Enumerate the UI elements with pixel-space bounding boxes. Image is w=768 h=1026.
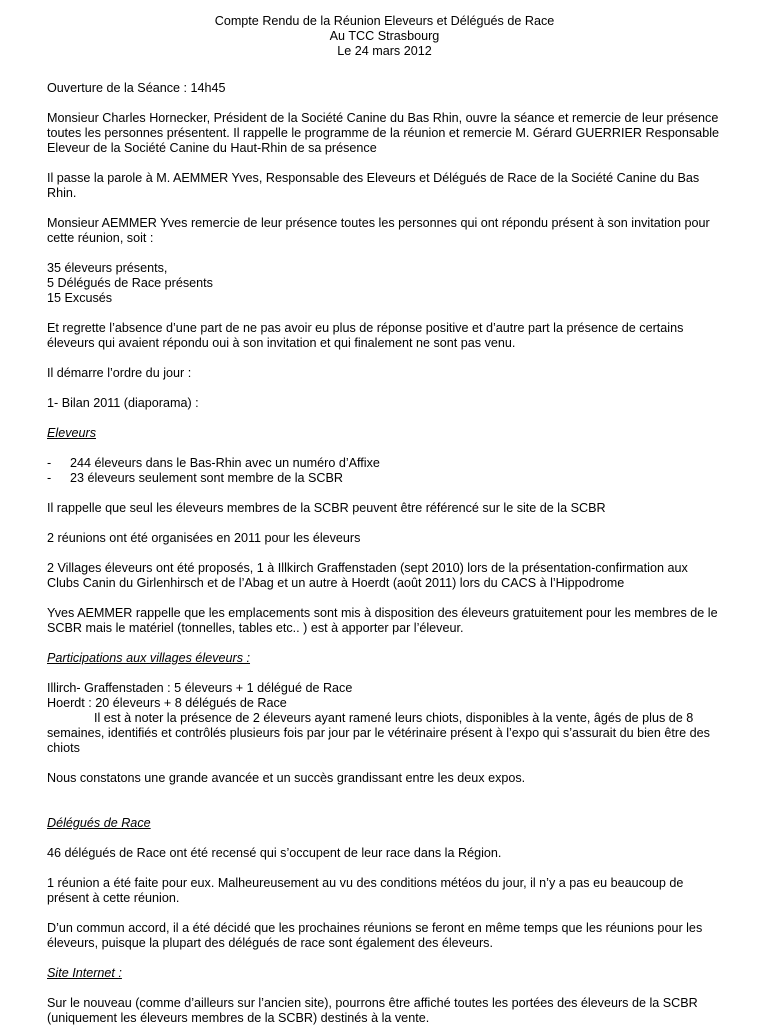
attendance-counts [47, 261, 722, 306]
paragraph-website: Sur le nouveau (comme d’ailleurs sur l’ancien site), pourrons être affiché toutes les portées des éleveurs de la SCBR (uniquement les éleveurs membres de la SCBR) destinés à la vente. [47, 996, 698, 1025]
document-date: Le 24 mars 2012 [337, 44, 432, 58]
paragraph-villages: 2 Villages éleveurs ont été proposés, 1 à Illkirch Graffenstaden (sept 2010) lors de la présentation-confirmation aux Clubs Canin du Girlenhirsch et de l’Abag et un autre à Hoerdt (août 2011) lors du CACS à l’Hippodrome [47, 561, 688, 590]
dash-bullet: - [47, 471, 52, 485]
opening-time: Ouverture de la Séance : 14h45 [47, 81, 226, 95]
count-excused: 15 Excusés [47, 291, 113, 305]
document-header [47, 14, 722, 59]
participation-hoerdt: Hoerdt : 20 éleveurs + 8 délégués de Race [47, 696, 287, 710]
paragraph-thanks: Monsieur AEMMER Yves remercie de leur présence toutes les personnes qui ont répondu présent à son invitation pour cette réunion, soit : [47, 216, 710, 245]
paragraph-meetings: 2 réunions ont été organisées en 2011 pour les éleveurs [47, 531, 361, 545]
participations-block [47, 681, 722, 756]
count-breeders: 35 éleveurs présents, [47, 261, 168, 275]
paragraph-handover: Il passe la parole à M. AEMMER Yves, Responsable des Eleveurs et Délégués de Race de la Société Canine du Bas Rhin. [47, 171, 700, 200]
breeders-list [47, 456, 722, 486]
agenda-item-1: 1- Bilan 2011 (diaporama) : [47, 396, 199, 410]
dash-bullet: - [47, 456, 52, 470]
count-delegates: 5 Délégués de Race présents [47, 276, 213, 290]
document-location: Au TCC Strasbourg [329, 29, 440, 43]
paragraph-agreement: D’un commun accord, il a été décidé que les prochaines réunions se feront en même temps que les réunions pour les éleveurs, puisque la plupart des délégués de race sont également des éleveurs. [47, 921, 703, 950]
section-heading-site: Site Internet : [47, 966, 122, 980]
list-item-text: 23 éleveurs seulement sont membre de la SCBR [70, 471, 343, 485]
paragraph-puppies: Il est à noter la présence de 2 éleveurs ayant ramené leurs chiots, disponibles à la vente, âgés de plus de 8 semaines, identifiés et contrôlés plusieurs fois par jour par le vétérinaire présent à l’expo qui s’assurait du bien être des chiots [47, 711, 710, 755]
paragraph-reminder: Il rappelle que seul les éleveurs membres de la SCBR peuvent être référencé sur le site de la SCBR [47, 501, 606, 515]
section-heading-delegues: Délégués de Race [47, 816, 151, 830]
list-item [47, 456, 722, 471]
list-item-text: 244 éleveurs dans le Bas-Rhin avec un numéro d’Affixe [70, 456, 380, 470]
paragraph-delegates-meeting: 1 réunion a été faite pour eux. Malheureusement au vu des conditions météos du jour, il n’y a pas eu beaucoup de présent à cette réunion. [47, 876, 684, 905]
section-heading-participations: Participations aux villages éleveurs : [47, 651, 251, 665]
section-heading-eleveurs: Eleveurs [47, 426, 96, 440]
spacer [47, 801, 722, 816]
paragraph-president: Monsieur Charles Hornecker, Président de la Société Canine du Bas Rhin, ouvre la séance et remercie de leur présence toutes les personnes présentent. Il rappelle le programme de la réunion et remercie M. Gérard GUERRIER Responsable Eleveur de la Société Canine du Haut-Rhin de sa présence [47, 111, 719, 155]
document-title: Compte Rendu de la Réunion Eleveurs et Délégués de Race [214, 14, 555, 28]
list-item [47, 471, 722, 486]
participation-illkirch: Illirch- Graffenstaden : 5 éleveurs + 1 délégué de Race [47, 681, 353, 695]
paragraph-agenda: Il démarre l’ordre du jour : [47, 366, 192, 380]
paragraph-locations: Yves AEMMER rappelle que les emplacements sont mis à disposition des éleveurs gratuitement pour les membres de le SCBR mais le matériel (tonnelles, tables etc.. ) est à apporter par l’éleveur. [47, 606, 718, 635]
paragraph-delegates-count: 46 délégués de Race ont été recensé qui s’occupent de leur race dans la Région. [47, 846, 502, 860]
paragraph-regret: Et regrette l’absence d’une part de ne pas avoir eu plus de réponse positive et d’autre part la présence de certains éleveurs qui avaient répondu oui à son invitation et qui finalement ne sont pas venu. [47, 321, 684, 350]
paragraph-progress: Nous constatons une grande avancée et un succès grandissant entre les deux expos. [47, 771, 526, 785]
